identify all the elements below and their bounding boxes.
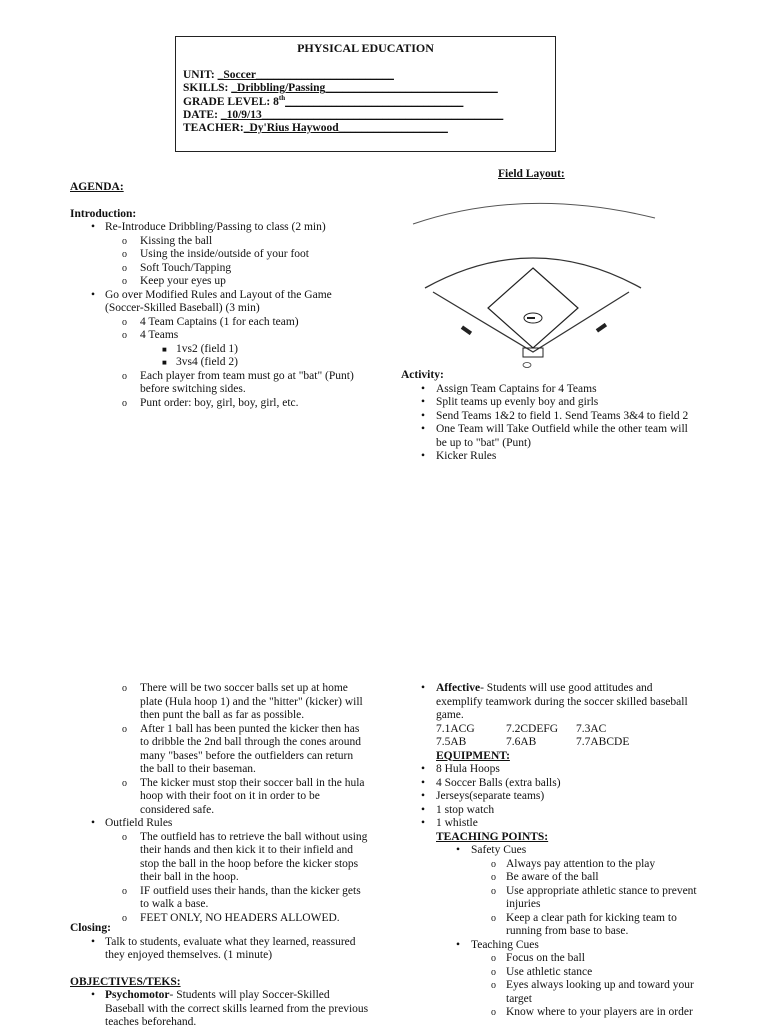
list-item: o Use appropriate athletic stance to prevent injuries bbox=[491, 884, 697, 910]
closing-section bbox=[70, 922, 370, 1030]
field-diagram bbox=[405, 188, 665, 368]
list-item: • Re-Introduce Dribbling/Passing to class (2 min) bbox=[91, 221, 326, 233]
list-item: o Keep your eyes up bbox=[122, 275, 226, 287]
list-item: o Always pay attention to the play bbox=[491, 857, 656, 870]
list-item: • Jerseys(separate teams) bbox=[421, 790, 545, 802]
list-item: • Teaching Cues bbox=[456, 938, 539, 951]
closing-heading: Closing: bbox=[70, 922, 111, 934]
list-item: ■ 3vs4 (field 2) bbox=[162, 356, 238, 368]
field-layout-heading: Field Layout: bbox=[498, 168, 565, 180]
grade-value: 8th bbox=[273, 93, 286, 108]
list-item: • Go over Modified Rules and Layout of the Game (Soccer-Skilled Baseball) (3 min) bbox=[91, 288, 332, 314]
agenda-section bbox=[70, 181, 370, 221]
equipment-list bbox=[401, 763, 701, 831]
bench-right bbox=[596, 323, 607, 333]
agenda-list bbox=[70, 221, 370, 410]
list-item: • 8 Hula Hoops bbox=[421, 763, 500, 775]
grade-suffix: th bbox=[278, 93, 286, 102]
introduction-heading: Introduction: bbox=[70, 207, 137, 220]
grade-line: GRADE LEVEL: 8th_______________________________ bbox=[183, 93, 464, 108]
date-value: _10/9/13__________________________________________ bbox=[220, 108, 504, 121]
activity-list bbox=[401, 383, 701, 464]
date-line: DATE: _10/9/13__________________________________________ bbox=[183, 108, 504, 121]
objectives-heading: OBJECTIVES/TEKS: bbox=[70, 975, 181, 988]
list-item: • Talk to students, evaluate what they learned, reassured they enjoyed themselves. (1 minute) bbox=[91, 935, 356, 961]
list-item: • One Team will Take Outfield while the other team will be up to "bat" (Punt) bbox=[421, 423, 688, 449]
equipment-heading: EQUIPMENT: bbox=[436, 749, 510, 762]
unit-value: _Soccer________________________ bbox=[217, 69, 394, 82]
list-item: o There will be two soccer balls set up at home plate (Hula hoop 1) and the "hitter" (kicker) will then punt the ball as far as possible. bbox=[122, 682, 363, 721]
list-item: o The kicker must stop their soccer ball in the hula hoop with their foot on it in order to be considered safe. bbox=[122, 776, 365, 816]
list-item: o 4 Team Captains (1 for each team) bbox=[122, 315, 299, 328]
list-item: o Know where to your players are in order bbox=[491, 1006, 693, 1018]
list-item: o Focus on the ball bbox=[491, 952, 585, 964]
agenda-heading: AGENDA: bbox=[70, 181, 124, 193]
list-item: o Use athletic stance bbox=[491, 965, 593, 978]
list-item: o The outfield has to retrieve the ball without using their hands and then kick it to their infield and stop the ball in the hoop before the kicker stops their ball in the hoop. bbox=[122, 830, 368, 883]
skills-value: _Dribbling/Passing______________________________ bbox=[231, 82, 498, 95]
list-item: o Be aware of the ball bbox=[491, 871, 599, 883]
list-item: o Punt order: boy, girl, boy, girl, etc. bbox=[122, 396, 299, 409]
list-item: • Safety Cues bbox=[456, 844, 527, 856]
teaching-points-list bbox=[401, 844, 701, 1020]
list-item: ■ 1vs2 (field 1) bbox=[162, 342, 238, 355]
list-item: o Kissing the ball bbox=[122, 234, 213, 247]
infield-arc bbox=[425, 258, 641, 288]
list-item: • Outfield Rules bbox=[91, 817, 173, 829]
list-item: • 1 whistle bbox=[421, 817, 478, 829]
list-item: o Each player from team must go at "bat" (Punt) before switching sides. bbox=[122, 369, 354, 395]
kicker-rules-list bbox=[70, 682, 370, 925]
list-item: o Using the inside/outside of your foot bbox=[122, 248, 309, 260]
teks-codes: 7.1ACG 7.2CDEFG 7.3AC 7.5AB 7.6AB 7.7ABCDE bbox=[436, 722, 630, 748]
list-item: • Kicker Rules bbox=[421, 450, 497, 462]
foul-lines bbox=[433, 292, 629, 352]
teacher-line: TEACHER:_Dy'Rius Haywood___________________ bbox=[183, 122, 448, 135]
activity-heading: Activity: bbox=[401, 369, 444, 381]
list-item: • 4 Soccer Balls (extra balls) bbox=[421, 776, 561, 789]
list-item: o 4 Teams bbox=[122, 329, 179, 341]
list-item: o Eyes always looking up and toward your target bbox=[491, 979, 694, 1005]
affective-equipment-section bbox=[401, 682, 701, 1020]
list-item: • Send Teams 1&2 to field 1. Send Teams 3&4 to field 2 bbox=[421, 409, 689, 422]
list-item: o After 1 ball has been punted the kicker then has to dribble the 2nd ball through the cones around many "bases" before the outfielders can return the ball to their baseman. bbox=[122, 722, 362, 775]
list-item: o FEET ONLY, NO HEADERS ALLOWED. bbox=[122, 911, 340, 924]
list-item: o Soft Touch/Tapping bbox=[122, 261, 232, 274]
list-item: • Assign Team Captains for 4 Teams bbox=[421, 382, 597, 395]
unit-line: UNIT: _Soccer________________________ bbox=[183, 69, 394, 82]
bench-left bbox=[461, 325, 472, 335]
hula-hoop bbox=[523, 363, 531, 368]
list-item: o Keep a clear path for kicking team to running from base to base. bbox=[491, 911, 677, 937]
teacher-value: _Dy'Rius Haywood___________________ bbox=[243, 122, 448, 135]
diamond bbox=[488, 268, 578, 348]
list-item: • Split teams up evenly boy and girls bbox=[421, 396, 599, 408]
skills-line: SKILLS: _Dribbling/Passing______________________________ bbox=[183, 82, 498, 95]
list-item: • Affective- Students will use good attitudes and exemplify teamwork during the soccer skilled baseball game. bbox=[421, 682, 688, 721]
teaching-points-heading: TEACHING POINTS: bbox=[436, 830, 549, 843]
list-item: • 1 stop watch bbox=[421, 803, 495, 816]
list-item: • Psychomotor- Students will play Soccer-Skilled Baseball with the correct skills learned from the previous teaches beforehand. bbox=[91, 989, 369, 1028]
header-title: PHYSICAL EDUCATION bbox=[297, 41, 434, 55]
activity-section bbox=[401, 369, 701, 464]
outer-arc bbox=[413, 203, 655, 224]
list-item: o IF outfield uses their hands, than the kicker gets to walk a base. bbox=[122, 884, 361, 910]
lesson-header-box bbox=[175, 36, 556, 152]
